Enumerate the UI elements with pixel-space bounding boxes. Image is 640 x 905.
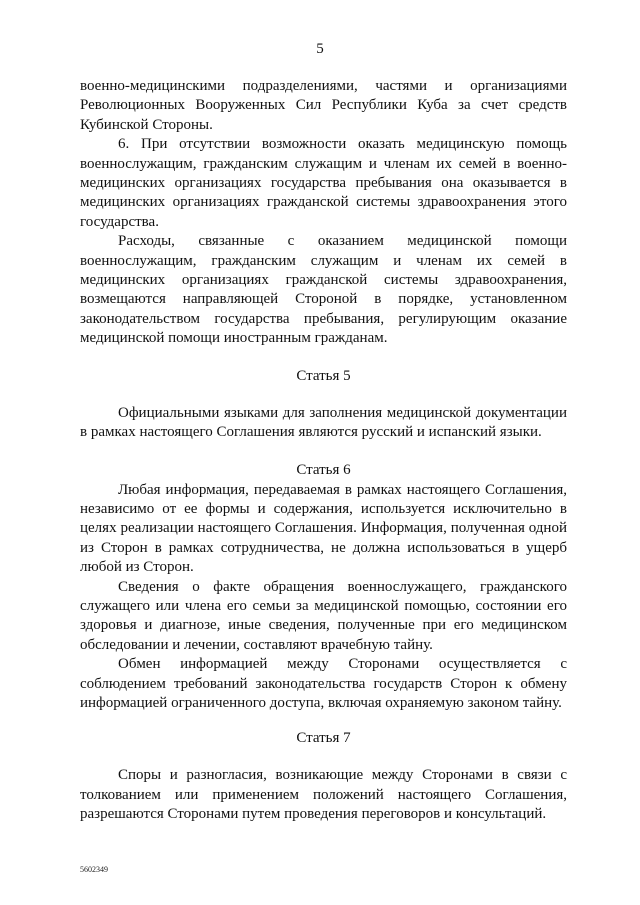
article-6-paragraph-3: Обмен информацией между Сторонами осуществляется с соблюдением требований законодательства государств Сторон к обмену информацией ограниченного доступа, включая охраняемую законом тайну. (80, 656, 567, 711)
article-7-paragraph: Споры и разногласия, возникающие между Сторонами в связи с толкованием или применением положений настоящего Соглашения, разрешаются Сторонами путем проведения переговоров и консультаций. (80, 767, 567, 823)
article-6-paragraph-2: Сведения о факте обращения военнослужащего, гражданского служащего или члена его семьи за медицинской помощью, состоянии его здоровья и диагнозе, иные сведения, полученные при его медицинском обследовании и лечении, составляют врачебную тайну. (80, 578, 567, 653)
paragraph-item-6: 6. При отсутствии возможности оказать медицинскую помощь военнослужащим, гражданским служащим и членам их семей в военно-медицинских организациях государства пребывания она оказывается в медицинских организациях гражданской системы здравоохранения этого государства. (80, 136, 567, 230)
paragraph-expenses: Расходы, связанные с оказанием медицинской помощи военнослужащим, гражданским служащим и членам их семей в медицинских организациях гражданской системы здравоохранения, возмещаются направляющей Стороной в порядке, установленном законодательством государства пребывания, регулирующим оказание медицинской помощи иностранным гражданам. (80, 233, 567, 347)
article-6-heading: Статья 6 (296, 461, 351, 478)
article-7-heading: Статья 7 (296, 730, 351, 747)
paragraph-continuation: военно-медицинскими подразделениями, частями и организациями Революционных Вооруженных Сил Республики Куба за счет средств Кубинской Стороны. (80, 78, 567, 133)
article-6-paragraph-1: Любая информация, передаваемая в рамках настоящего Соглашения, независимо от ее формы и содержания, используется исключительно в целях реализации настоящего Соглашения. Информация, полученная одной из Сторон в рамках сотрудничества, не должна использоваться в ущерб любой из Сторон. (80, 481, 567, 576)
document-body (80, 77, 567, 825)
document-code: 5602349 (80, 865, 108, 874)
page-number: 5 (316, 41, 324, 57)
article-5-paragraph: Официальными языками для заполнения медицинской документации в рамках настоящего Соглашения являются русский и испанский языки. (80, 404, 567, 441)
article-5-heading: Статья 5 (296, 367, 351, 384)
